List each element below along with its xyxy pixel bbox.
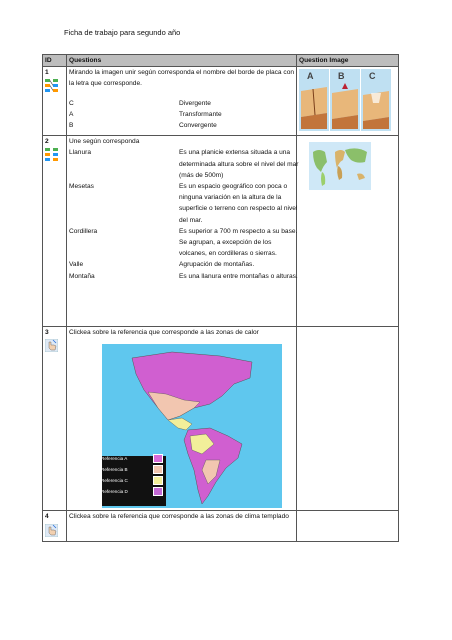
world-relief-map-image <box>309 142 371 190</box>
plate-panel-b <box>330 69 360 131</box>
header-id: ID <box>43 55 67 67</box>
match-pair[interactable] <box>69 226 296 260</box>
legend-reference-a[interactable] <box>101 453 163 464</box>
match-right[interactable]: Es una planicie extensa situada a una determinada altura sobre el nivel del mar (más de 500m) <box>179 149 299 179</box>
question-text-cell <box>67 136 297 327</box>
match-left[interactable]: Valle <box>69 261 84 269</box>
question-image-cell <box>297 136 399 327</box>
question-id: 4 <box>45 513 49 521</box>
match-left[interactable]: Mesetas <box>69 183 94 191</box>
plate-label: A <box>307 71 314 82</box>
match-left[interactable]: Montaña <box>69 272 95 280</box>
match-left[interactable]: B <box>69 122 74 130</box>
question-id: 1 <box>45 69 49 77</box>
match-right[interactable]: Transformante <box>179 110 222 118</box>
question-id: 3 <box>45 329 49 337</box>
document-title: Ficha de trabajo para segundo año <box>64 28 181 37</box>
legend-reference-d[interactable] <box>101 486 163 497</box>
header-question-image: Question Image <box>297 55 399 67</box>
question-id-cell <box>43 67 67 136</box>
match-pair[interactable] <box>69 109 296 120</box>
drag-drop-icon[interactable] <box>45 79 58 92</box>
question-prompt: Mirando la imagen unir según corresponda el nombre del borde de placa con la letra que corresponde. <box>69 69 295 88</box>
question-image-cell <box>297 327 399 511</box>
map-legend <box>101 453 163 497</box>
legend-reference-c[interactable] <box>101 475 163 486</box>
match-right[interactable]: Es superior a 700 m respecto a su base. Se agrupan, a excepción de los volcanes, en cordilleras o sierras. <box>179 227 298 258</box>
match-right[interactable]: Convergente <box>179 122 217 130</box>
match-left[interactable]: A <box>69 110 74 118</box>
match-pair[interactable] <box>69 120 296 131</box>
match-pair[interactable] <box>69 147 299 181</box>
match-right[interactable]: Divergente <box>179 99 211 107</box>
header-questions: Questions <box>67 55 297 67</box>
match-pair[interactable] <box>69 98 296 109</box>
match-left[interactable]: Cordillera <box>69 227 98 235</box>
question-prompt: Clickea sobre la referencia que corresponde a las zonas de clima templado <box>69 513 289 521</box>
match-pair[interactable] <box>69 271 296 282</box>
click-hand-icon[interactable] <box>45 339 58 352</box>
questions-table <box>42 54 399 542</box>
question-image-cell <box>297 67 399 136</box>
question-row-3 <box>43 327 399 511</box>
match-left[interactable]: Llanura <box>69 149 91 157</box>
plate-boundaries-image <box>299 69 398 131</box>
question-row-1 <box>43 67 399 136</box>
question-prompt: Une según corresponda <box>69 138 140 146</box>
click-hand-icon[interactable] <box>45 524 58 537</box>
question-prompt: Clickea sobre la referencia que corresponde a las zonas de calor <box>69 329 259 337</box>
question-id-cell <box>43 136 67 327</box>
match-left[interactable]: C <box>69 99 74 107</box>
question-image-cell <box>297 511 399 542</box>
plate-illustration <box>330 69 360 131</box>
legend-swatch[interactable] <box>153 465 163 474</box>
question-id: 2 <box>45 138 49 146</box>
plate-label: B <box>338 71 345 82</box>
question-text-cell <box>67 511 297 542</box>
table-header-row <box>43 55 399 67</box>
match-right[interactable]: Es un espacio geográfico con poca o ninguna variación en la altura de la superficie o terreno con respecto al nivel del mar. <box>179 183 298 224</box>
question-row-2 <box>43 136 399 327</box>
match-right[interactable]: Es una llanura entre montañas o alturas. <box>179 272 298 280</box>
plate-panel-a <box>299 69 329 131</box>
legend-swatch[interactable] <box>153 454 163 463</box>
legend-label[interactable]: Referencia A <box>101 456 128 461</box>
match-pair[interactable] <box>69 259 296 270</box>
legend-reference-b[interactable] <box>101 464 163 475</box>
plate-panel-c <box>361 69 391 131</box>
legend-swatch[interactable] <box>153 487 163 496</box>
plate-illustration <box>299 69 329 131</box>
plate-label: C <box>369 71 376 82</box>
question-id-cell <box>43 327 67 511</box>
legend-swatch[interactable] <box>153 476 163 485</box>
plate-illustration <box>361 69 391 131</box>
question-text-cell <box>67 67 297 136</box>
match-right[interactable]: Agrupación de montañas. <box>179 261 255 269</box>
match-pair[interactable] <box>69 181 296 226</box>
legend-label[interactable]: Referencia D <box>101 489 128 494</box>
question-id-cell <box>43 511 67 542</box>
drag-drop-icon[interactable] <box>45 148 58 161</box>
legend-label[interactable]: Referencia B <box>101 467 128 472</box>
question-row-4 <box>43 511 399 542</box>
legend-label[interactable]: Referencia C <box>101 478 128 483</box>
